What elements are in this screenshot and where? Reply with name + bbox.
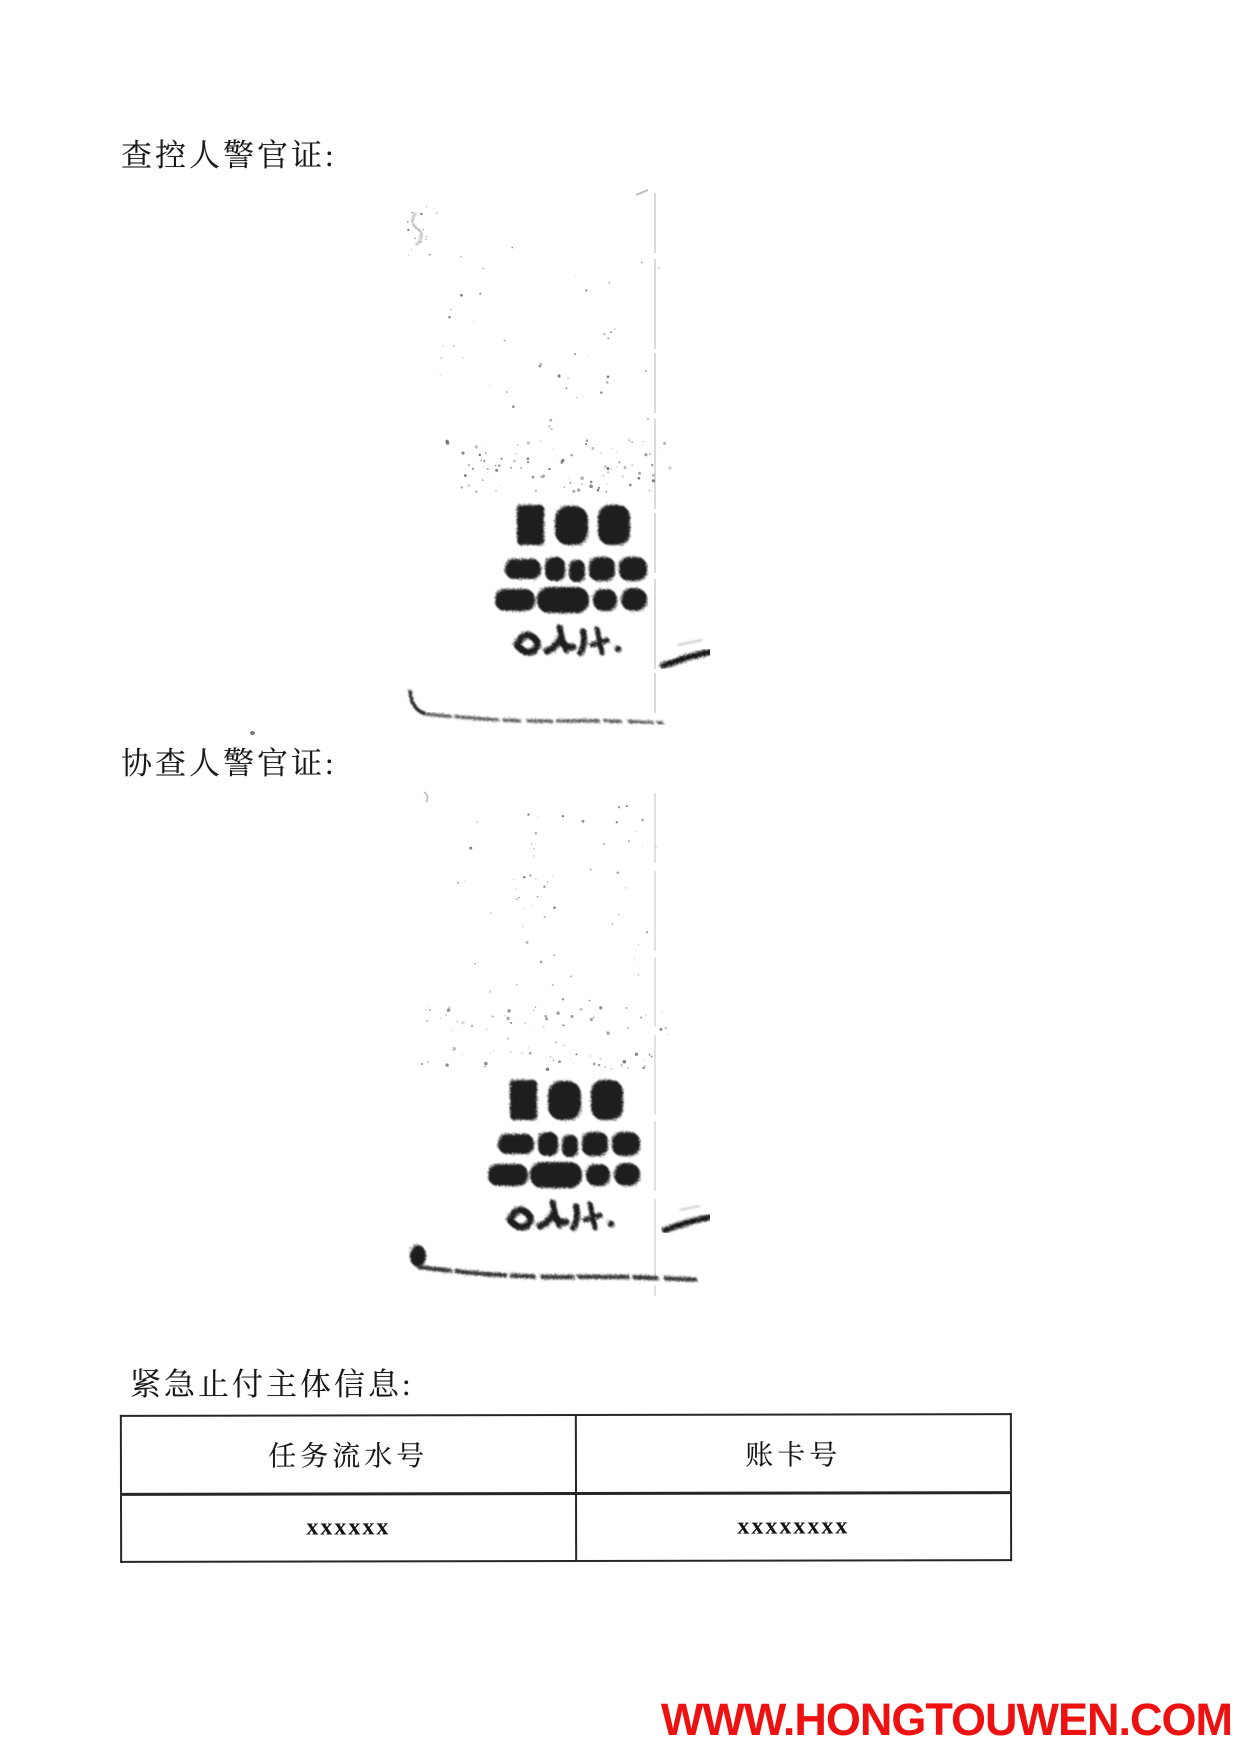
emergency-stop-table (120, 1413, 1012, 1563)
card-top-left-mark (424, 792, 428, 802)
table-header-row (121, 1414, 1011, 1494)
stamp-text-blobs (488, 1080, 640, 1228)
card-bottom-left-corner (410, 690, 426, 714)
assistant-police-id-scan-image (360, 778, 710, 1323)
inspector-id-label: 查控人警官证: (121, 138, 337, 173)
card-bottom-left-corner (410, 1245, 426, 1267)
account-card-number-value: xxxxxxxx (576, 1493, 1011, 1561)
task-serial-number-value: xxxxxx (121, 1493, 576, 1561)
inspector-police-id-scan-image (360, 185, 710, 730)
assistant-police-id-scan (360, 778, 710, 1323)
signature-dash (663, 640, 710, 666)
emergency-stop-info-label: 紧急止付主体信息: (130, 1367, 414, 1402)
stamp-text-blobs (495, 505, 647, 653)
watermark-url: WWW.HONGTOUWEN.COM (660, 1694, 1232, 1745)
inspector-police-id-scan (360, 185, 710, 730)
assistant-id-label: 协查人警官证: (121, 746, 337, 781)
table-row (121, 1493, 1011, 1562)
signature-dash (665, 1206, 710, 1230)
header-account-card-number: 账卡号 (575, 1414, 1011, 1493)
card-bottom-border (418, 1267, 700, 1280)
card-bottom-border (426, 714, 664, 723)
scan-noise-speckles (407, 206, 672, 493)
card-top-right-mark (636, 190, 648, 195)
scan-noise-speckles (421, 805, 669, 1071)
header-task-serial-number: 任务流水号 (121, 1415, 576, 1494)
stray-scan-dot (250, 731, 255, 735)
card-top-left-mark (412, 213, 421, 245)
